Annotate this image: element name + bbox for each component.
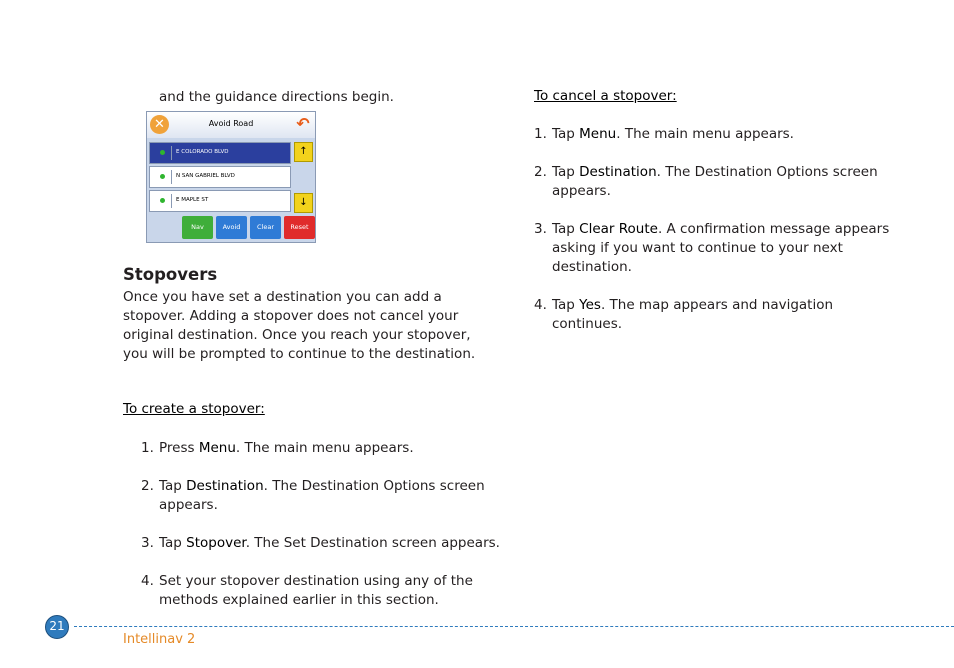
step-number: 4.: [534, 297, 547, 313]
step-text: . The map appears and navigation continues.: [552, 297, 834, 332]
nav-button-image: Nav: [182, 216, 213, 239]
step-number: 2.: [534, 164, 547, 180]
scroll-up-icon: ↑: [294, 142, 313, 162]
screen-title-bar: [147, 112, 315, 138]
road-row: [149, 142, 291, 164]
list-item: [141, 534, 501, 553]
step-text: Tap: [159, 535, 187, 551]
list-item: [534, 220, 894, 277]
step-number: 3.: [534, 221, 547, 237]
step-text: Tap: [552, 297, 580, 313]
screen-title: Avoid Road: [208, 119, 254, 128]
step-text: . The main menu appears.: [616, 126, 794, 142]
cancel-stopover-subheading: To cancel a stopover:: [534, 88, 677, 104]
step-text: Press: [159, 440, 199, 456]
scroll-down-icon: ↓: [294, 193, 313, 213]
clear-button-image: Clear: [250, 216, 281, 239]
step-text: . The Destination Options screen appears.: [159, 478, 485, 513]
cancel-steps-list: [534, 125, 894, 334]
road-name: E COLORADO BLVD: [176, 149, 229, 155]
footer-divider: [74, 626, 954, 627]
row-marker-icon: [154, 170, 172, 184]
step-text: . The main menu appears.: [235, 440, 414, 456]
avoid-button-image: Avoid: [216, 216, 247, 239]
road-row: [149, 190, 291, 212]
list-item: [141, 439, 501, 458]
step-text: Tap: [552, 221, 580, 237]
step-text: . The Destination Options screen appears.: [552, 164, 878, 199]
step-number: 2.: [141, 478, 154, 494]
reset-button-image: Reset: [284, 216, 315, 239]
step-keyword: Clear Route: [579, 221, 658, 237]
list-item: [141, 572, 501, 610]
intro-text: and the guidance directions begin.: [159, 89, 394, 105]
page-number-badge: 21: [45, 615, 69, 639]
step-keyword: Yes: [579, 297, 601, 313]
list-item: [534, 163, 894, 201]
step-text: . A confirmation message appears asking if you want to continue to your next destination.: [552, 221, 890, 275]
step-text: Tap: [552, 126, 580, 142]
section-paragraph: Once you have set a destination you can add a stopover. Adding a stopover does not cancel your original destination. Once you reach your stopover, you will be prompted to continue to the destination.: [123, 289, 476, 362]
step-keyword: Destination: [579, 164, 657, 180]
create-stopover-subheading: To create a stopover:: [123, 401, 265, 417]
list-item: [141, 477, 501, 515]
step-keyword: Menu: [579, 126, 617, 142]
back-arrow-icon: ↶: [296, 114, 310, 133]
road-name: E MAPLE ST: [176, 197, 209, 203]
step-keyword: Destination: [186, 478, 264, 494]
step-text: Tap: [552, 164, 580, 180]
step-number: 4.: [141, 573, 154, 589]
row-marker-icon: [154, 146, 172, 160]
road-row: [149, 166, 291, 188]
step-text: . The Set Destination screen appears.: [245, 535, 500, 551]
step-keyword: Stopover: [186, 535, 246, 551]
step-number: 1.: [534, 126, 547, 142]
step-number: 3.: [141, 535, 154, 551]
section-heading: Stopovers: [123, 265, 218, 284]
footer-brand: Intellinav 2: [123, 632, 196, 647]
list-item: [534, 296, 894, 334]
row-marker-icon: [154, 194, 172, 208]
step-text: Set your stopover destination using any of the methods explained earlier in this section.: [159, 573, 473, 608]
step-text: Tap: [159, 478, 187, 494]
create-steps-list: [141, 439, 501, 610]
road-name: N SAN GABRIEL BLVD: [176, 173, 235, 179]
close-icon: ✕: [150, 115, 169, 134]
list-item: [534, 125, 894, 144]
step-number: 1.: [141, 440, 154, 456]
avoid-road-screenshot: [146, 111, 316, 243]
step-keyword: Menu: [198, 440, 236, 456]
